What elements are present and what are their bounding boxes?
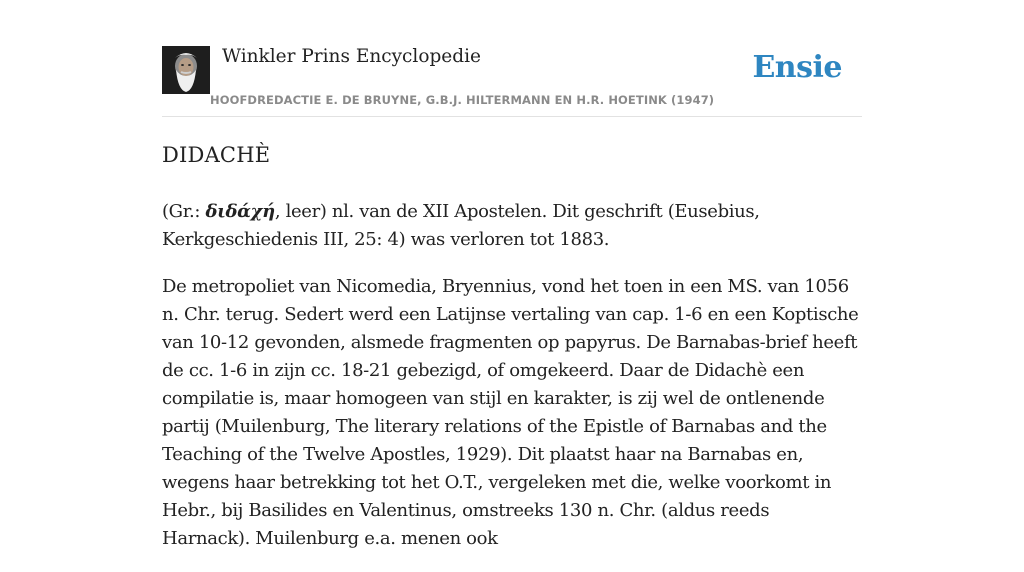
- site-title[interactable]: Winkler Prins Encyclopedie: [222, 46, 481, 67]
- intro-suffix: , leer) nl. van de XII Apostelen. Dit geschrift (Eusebius, Kerkgeschiedenis III, 25: 4) was verloren tot 1883.: [162, 201, 760, 250]
- intro-prefix: (Gr.:: [162, 201, 206, 222]
- paragraph-body: De metropoliet van Nicomedia, Bryennius, vond het toen in een MS. van 1056 n. Chr. terug. Sedert werd een Latijnse vertaling van cap. 1-6 en een Koptische van 10-12 gevonden, alsmede fragmenten op papyrus. De Barnabas-brief heeft de cc. 1-6 in zijn cc. 18-21 gebezigd, of omgekeerd. Daar de Didachè een compilatie is, maar homogeen van stijl en karakter, is zij wel de ontlenende partij (Muilenburg, The literary relations of the Epistle of Barnabas and the Teaching of the Twelve Apostles, 1929). Dit plaatst haar na Barnabas en, wegens haar betrekking tot het O.T., vergeleken met die, welke voorkomt in Hebr., bij Basilides en Valentinus, omstreeks 130 n. Chr. (aldus reeds Harnack). Muilenburg e.a. menen ook: [162, 276, 859, 549]
- entry-title: DIDACHÈ: [162, 143, 271, 167]
- site-header: [162, 40, 862, 117]
- editors-line: HOOFDREDACTIE E. DE BRUYNE, G.B.J. HILTERMANN EN H.R. HOETINK (1947): [210, 93, 715, 107]
- brand-logo[interactable]: Ensie: [752, 50, 842, 85]
- article: [162, 140, 862, 572]
- avatar[interactable]: [162, 46, 210, 94]
- greek-term: διδάχή: [205, 201, 275, 222]
- bearded-man-portrait-icon: [162, 46, 210, 94]
- paragraph-intro: [162, 198, 862, 254]
